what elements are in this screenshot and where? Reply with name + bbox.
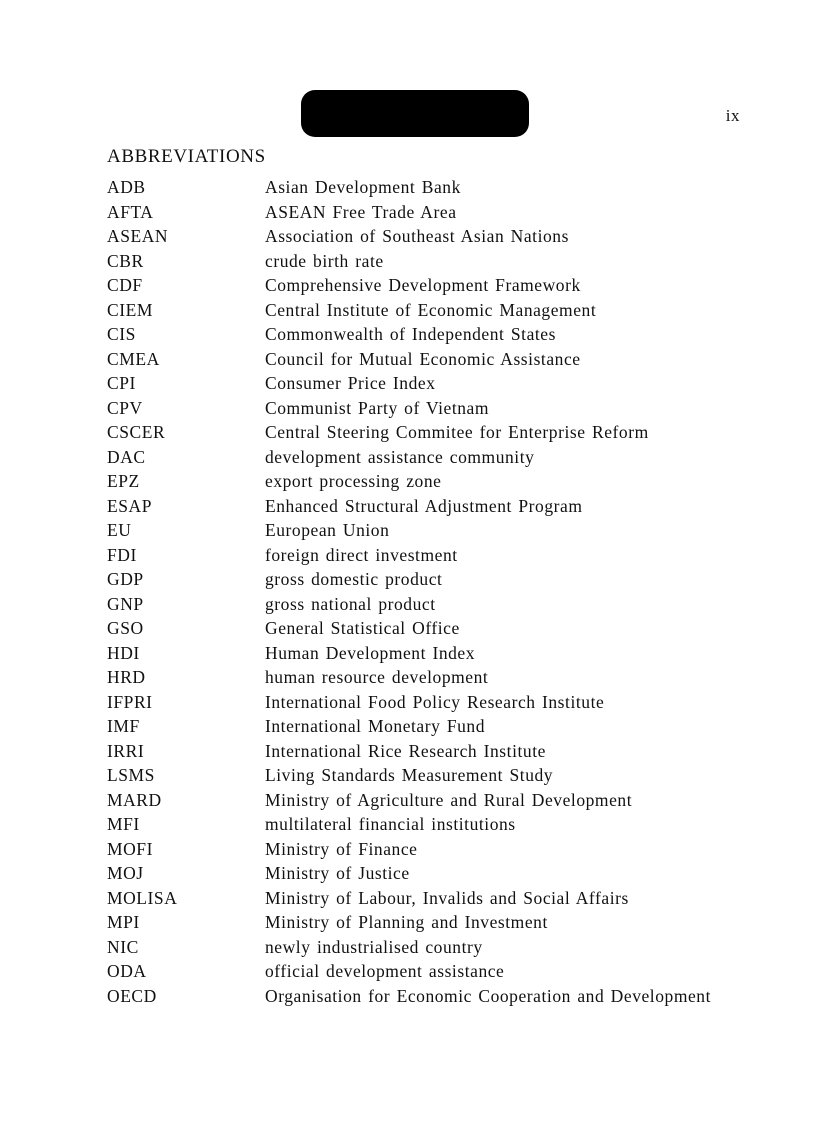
abbreviation-row [107,371,767,396]
abbreviation-definition: International Monetary Fund [265,716,486,736]
abbreviation-row [107,543,767,568]
abbreviation-term: CMEA [107,348,160,369]
abbreviation-definition: General Statistical Office [265,618,460,638]
abbreviation-definition: human resource development [265,667,489,687]
abbreviation-definition: gross domestic product [265,569,443,589]
abbreviation-definition: gross national product [265,593,436,614]
abbreviation-definition: Central Steering Commitee for Enterprise Reform [265,422,649,442]
abbreviation-row [107,445,767,470]
abbreviation-definition: Ministry of Planning and Investment [265,912,548,932]
abbreviation-term: AFTA [107,201,154,222]
abbreviation-row [107,224,767,249]
abbreviation-term: CIS [107,324,136,344]
abbreviation-definition: European Union [265,520,390,540]
abbreviation-term: ASEAN [107,226,169,246]
abbreviation-definition: International Rice Research Institute [265,740,546,761]
abbreviation-term: CPI [107,373,136,393]
abbreviation-row [107,714,767,739]
abbreviation-definition: official development assistance [265,961,505,981]
abbreviation-row [107,249,767,274]
abbreviation-definition: Ministry of Labour, Invalids and Social Affairs [265,887,629,908]
abbreviation-term: LSMS [107,765,155,785]
abbreviation-term: MFI [107,814,140,834]
abbreviation-row [107,175,767,200]
abbreviation-term: ADB [107,177,146,197]
abbreviation-definition: Organisation for Economic Cooperation and Development [265,985,712,1006]
abbreviation-row [107,518,767,543]
abbreviation-row [107,763,767,788]
abbreviation-definition: multilateral financial institutions [265,814,516,834]
abbreviation-row [107,567,767,592]
abbreviation-row [107,788,767,813]
abbreviation-definition: export processing zone [265,471,442,491]
abbreviation-row [107,886,767,911]
abbreviation-row [107,837,767,862]
abbreviation-row [107,494,767,519]
abbreviation-term: GSO [107,618,144,638]
abbreviation-definition: International Food Policy Research Institute [265,691,605,712]
abbreviation-definition: foreign direct investment [265,544,458,565]
abbreviation-definition: Ministry of Justice [265,863,410,883]
abbreviation-row [107,298,767,323]
abbreviation-term: EU [107,520,132,540]
abbreviation-term: MPI [107,912,140,932]
abbreviation-term: DAC [107,446,146,467]
abbreviation-definition: Consumer Price Index [265,373,436,393]
abbreviation-term: CPV [107,397,143,418]
abbreviation-row [107,812,767,837]
abbreviation-term: EPZ [107,471,140,491]
abbreviation-definition: Central Institute of Economic Management [265,299,597,320]
abbreviation-row [107,910,767,935]
abbreviation-definition: Living Standards Measurement Study [265,765,554,785]
abbreviation-row [107,200,767,225]
abbreviation-row [107,420,767,445]
abbreviation-definition: Comprehensive Development Framework [265,275,581,295]
abbreviation-row [107,616,767,641]
abbreviation-row [107,322,767,347]
abbreviation-row [107,665,767,690]
abbreviation-term: GDP [107,569,144,589]
page-number: ix [725,106,740,125]
abbreviation-definition: Council for Mutual Economic Assistance [265,348,581,369]
abbreviation-definition: Association of Southeast Asian Nations [265,226,569,246]
abbreviation-row [107,592,767,617]
abbreviation-term: CSCER [107,422,166,442]
page-title: ABBREVIATIONS [107,146,266,167]
abbreviation-term: FDI [107,544,137,565]
abbreviation-term: MOJ [107,863,144,883]
abbreviation-definition: Asian Development Bank [265,177,461,197]
abbreviation-definition: Communist Party of Vietnam [265,397,490,418]
abbreviation-term: GNP [107,593,144,614]
abbreviation-term: CDF [107,275,143,295]
abbreviations-list [107,175,767,1008]
abbreviation-definition: ASEAN Free Trade Area [265,201,457,222]
abbreviation-row [107,959,767,984]
abbreviation-term: IRRI [107,740,145,761]
abbreviation-term: MARD [107,789,162,810]
abbreviation-definition: Commonwealth of Independent States [265,324,556,344]
abbreviation-row [107,396,767,421]
abbreviation-row [107,861,767,886]
abbreviation-definition: Ministry of Finance [265,838,418,859]
abbreviation-definition: development assistance community [265,446,535,467]
abbreviation-row [107,641,767,666]
abbreviation-row [107,469,767,494]
abbreviation-row [107,690,767,715]
abbreviation-row [107,984,767,1009]
abbreviation-definition: crude birth rate [265,250,384,271]
abbreviation-row [107,347,767,372]
abbreviation-term: MOLISA [107,887,178,908]
abbreviation-definition: Enhanced Structural Adjustment Program [265,495,583,516]
abbreviation-definition: Human Development Index [265,642,476,663]
abbreviation-row [107,739,767,764]
abbreviation-term: MOFI [107,838,153,859]
abbreviation-term: CBR [107,250,144,271]
abbreviation-term: IMF [107,716,140,736]
abbreviation-row [107,935,767,960]
abbreviation-row [107,273,767,298]
abbreviation-term: IFPRI [107,691,153,712]
abbreviation-term: NIC [107,936,139,957]
abbreviation-term: HDI [107,642,140,663]
abbreviation-definition: Ministry of Agriculture and Rural Development [265,789,633,810]
abbreviation-term: HRD [107,667,146,687]
abbreviation-definition: newly industrialised country [265,936,483,957]
abbreviation-term: ODA [107,961,147,981]
redaction-block [301,90,529,137]
abbreviation-term: ESAP [107,495,152,516]
abbreviation-term: OECD [107,985,157,1006]
abbreviation-term: CIEM [107,299,153,320]
